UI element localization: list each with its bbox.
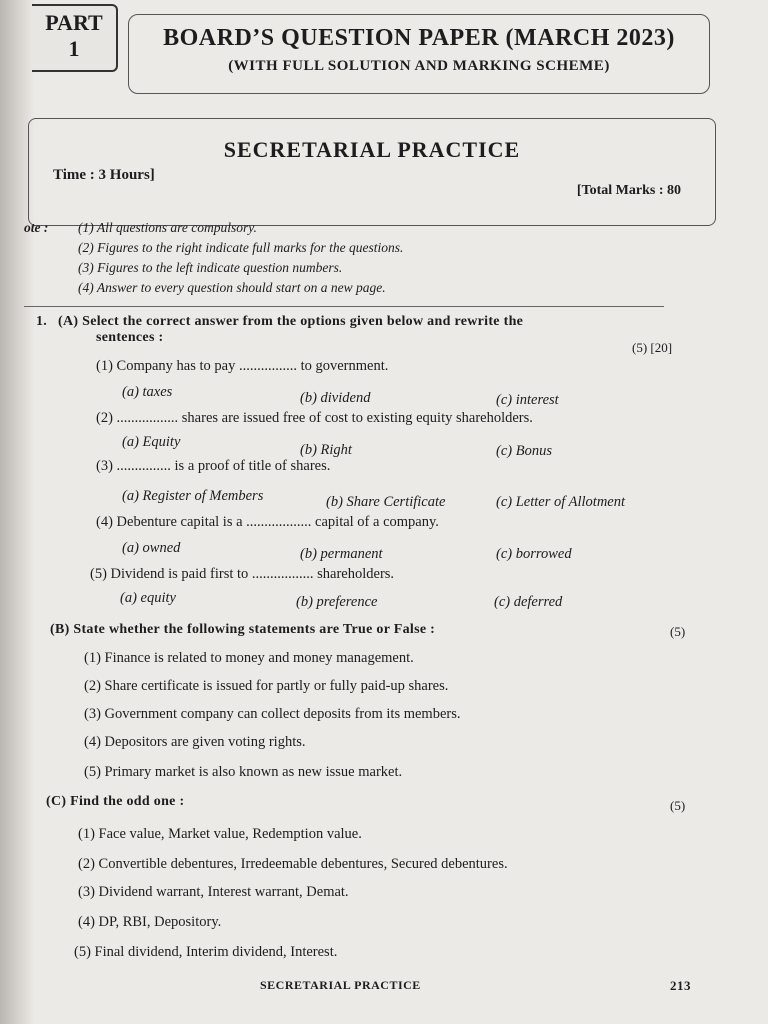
- statement-item: (3) Government company can collect deposits from its members.: [84, 706, 461, 722]
- mcq-option: (a) Register of Members: [122, 488, 264, 504]
- mcq-option: (a) owned: [122, 540, 181, 556]
- part-b-marks: (5): [670, 624, 686, 639]
- mcq-option: (a) taxes: [122, 384, 173, 400]
- note-item: (3) Figures to the left indicate question numbers.: [78, 260, 343, 275]
- mcq-option: (c) interest: [496, 392, 559, 408]
- part-c-marks: (5): [670, 798, 686, 813]
- mcq-option: (c) borrowed: [496, 546, 572, 562]
- running-footer: SECRETARIAL PRACTICE: [260, 978, 421, 992]
- mcq-option: (c) deferred: [494, 594, 563, 610]
- document-page: [24, 0, 768, 1024]
- mcq-stem: (4) Debenture capital is a .................. capital of a company.: [96, 514, 439, 530]
- title-banner: [128, 14, 710, 94]
- subject-name: SECRETARIAL PRACTICE: [223, 137, 521, 162]
- mcq-option: (b) Right: [300, 442, 352, 458]
- total-marks: [Total Marks : 80: [576, 183, 681, 198]
- note-label: ote :: [24, 220, 49, 235]
- odd-one-item: (3) Dividend warrant, Interest warrant, Demat.: [78, 884, 349, 900]
- odd-one-item: (5) Final dividend, Interim dividend, Interest.: [74, 944, 338, 960]
- subject-panel: [28, 118, 716, 226]
- part-b-instruction: (B) State whether the following statements are True or False :: [50, 622, 436, 637]
- note-item: (2) Figures to the right indicate full marks for the questions.: [78, 240, 404, 255]
- statement-item: (4) Depositors are given voting rights.: [84, 734, 306, 750]
- odd-one-item: (2) Convertible debentures, Irredeemable debentures, Secured debentures.: [78, 856, 508, 872]
- part-label: PART: [45, 10, 103, 35]
- mcq-option: (b) Share Certificate: [326, 494, 446, 510]
- mcq-option: (a) Equity: [122, 434, 181, 450]
- odd-one-item: (4) DP, RBI, Depository.: [78, 914, 222, 930]
- mcq-option: (b) dividend: [300, 390, 371, 406]
- exam-time: Time : 3 Hours]: [53, 167, 155, 183]
- part-a-marks: (5) [20]: [632, 340, 673, 355]
- odd-one-item: (1) Face value, Market value, Redemption value.: [78, 826, 362, 842]
- part-c-instruction: (C) Find the odd one :: [46, 794, 185, 809]
- mcq-stem: (1) Company has to pay ................ to government.: [96, 358, 389, 374]
- mcq-stem: (2) ................. shares are issued free of cost to existing equity shareholders.: [96, 410, 533, 426]
- mcq-option: (b) permanent: [300, 546, 383, 562]
- part-badge: [32, 4, 118, 72]
- statement-item: (1) Finance is related to money and money management.: [84, 650, 414, 666]
- statement-item: (5) Primary market is also known as new issue market.: [84, 764, 403, 780]
- part-number: 1: [68, 36, 80, 61]
- part-a-instruction-cont: sentences :: [96, 330, 164, 345]
- page-number: 213: [670, 978, 691, 993]
- part-a-instruction: (A) Select the correct answer from the options given below and rewrite the: [58, 314, 524, 329]
- mcq-option: (b) preference: [296, 594, 378, 610]
- mcq-stem: (3) ............... is a proof of title of shares.: [96, 458, 331, 474]
- statement-item: (2) Share certificate is issued for partly or fully paid-up shares.: [84, 678, 449, 694]
- note-item: (4) Answer to every question should start on a new page.: [78, 280, 386, 295]
- mcq-option: (c) Letter of Allotment: [496, 494, 625, 510]
- question-number: 1.: [36, 314, 48, 329]
- note-item: (1) All questions are compulsory.: [78, 220, 257, 235]
- page-title: BOARD’S QUESTION PAPER (MARCH 2023): [163, 25, 675, 51]
- divider: [24, 306, 664, 307]
- mcq-option: (a) equity: [120, 590, 176, 606]
- mcq-stem: (5) Dividend is paid first to ................. shareholders.: [90, 566, 395, 582]
- mcq-option: (c) Bonus: [496, 443, 552, 459]
- page-subtitle: (WITH FULL SOLUTION AND MARKING SCHEME): [228, 58, 610, 74]
